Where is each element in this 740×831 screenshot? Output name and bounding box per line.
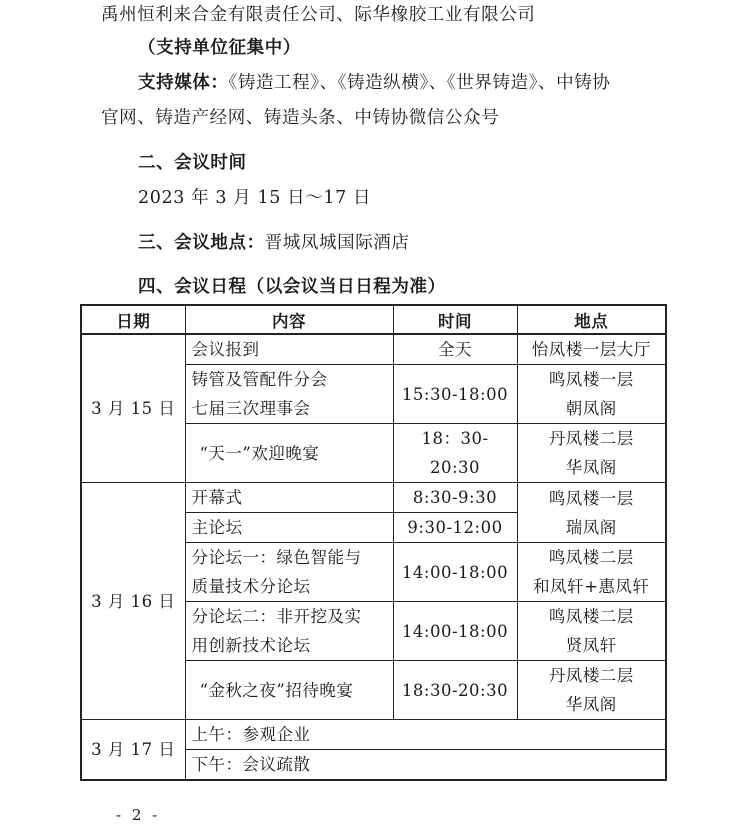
place-cell (517, 602, 666, 661)
location-label: 三、会议地点： (138, 233, 265, 253)
content-cell (185, 365, 393, 424)
place-line: 丹凤楼二层 (548, 666, 634, 685)
content-line: 用创新技术论坛 (191, 636, 311, 655)
place-line: 和凤轩+惠凤轩 (533, 577, 650, 596)
media-label: 支持媒体： (138, 73, 229, 93)
time-value: 2023 年 3 月 15 日～17 日 (138, 188, 372, 208)
media-list-part-1: 《铸造工程》、《铸造纵横》、《世界铸造》、中铸协 (228, 73, 611, 93)
content-cell (185, 602, 393, 661)
date-cell: 3 月 17 日 (81, 720, 185, 781)
time-cell: 9:30-12:00 (393, 513, 517, 543)
content-cell: 下午：会议疏散 (185, 750, 666, 781)
content-line: 质量技术分论坛 (191, 577, 311, 596)
date-cell: 3 月 15 日 (81, 334, 185, 483)
table-row (81, 483, 666, 513)
place-cell (517, 424, 666, 483)
place-line: 朝凤阁 (565, 399, 617, 418)
place-line: 鸣凤楼一层 (548, 488, 634, 508)
header-date: 日期 (81, 305, 185, 334)
place-line: 鸣凤楼二层 (548, 548, 634, 567)
header-time: 时间 (393, 305, 517, 334)
header-place: 地点 (517, 305, 666, 334)
place-line: 鸣凤楼一层 (548, 370, 634, 389)
content-cell: “天一”欢迎晚宴 (185, 424, 393, 483)
date-cell: 3 月 16 日 (81, 483, 185, 720)
time-cell: 18:30-20:30 (393, 661, 517, 720)
place-line: 鸣凤楼二层 (548, 607, 634, 626)
table-row (81, 720, 666, 750)
content-line: 铸管及管配件分会 (191, 370, 328, 389)
companies-line: 禹州恒利来合金有限责任公司、际华橡胶工业有限公司 (101, 5, 536, 25)
place-cell (517, 365, 666, 424)
time-heading: 二、会议时间 (138, 153, 247, 173)
content-line: 分论坛一：绿色智能与 (191, 548, 362, 567)
place-cell (517, 661, 666, 720)
place-line: 丹凤楼二层 (548, 429, 634, 448)
media-line-1 (138, 72, 610, 94)
schedule-table (80, 304, 667, 781)
media-line-2: 官网、铸造产经网、铸造头条、中铸协微信公众号 (101, 108, 500, 128)
table-header-row (81, 305, 666, 334)
time-cell: 14:00-18:00 (393, 543, 517, 602)
location-line (138, 232, 410, 254)
time-cell: 18：30-20:30 (393, 424, 517, 483)
content-cell: 上午：参观企业 (185, 720, 666, 750)
place-line: 华凤阁 (565, 695, 617, 714)
content-cell: 会议报到 (185, 334, 393, 365)
place-cell (517, 543, 666, 602)
header-content: 内容 (185, 305, 393, 334)
location-value: 晋城凤城国际酒店 (264, 233, 410, 253)
time-cell: 15:30-18:00 (393, 365, 517, 424)
time-cell: 全天 (393, 334, 517, 365)
place-cell: 怡凤楼一层大厅 (517, 334, 666, 365)
content-line: 七届三次理事会 (191, 399, 311, 418)
content-cell: 开幕式 (185, 483, 393, 513)
place-cell (517, 483, 666, 543)
place-line: 瑞凤阁 (565, 517, 617, 537)
content-line: 分论坛二：非开挖及实 (191, 607, 362, 626)
support-units-note: （支持单位征集中） (138, 38, 301, 58)
content-cell: “金秋之夜”招待晚宴 (185, 661, 393, 720)
table-row (81, 334, 666, 365)
time-cell: 14:00-18:00 (393, 602, 517, 661)
time-cell: 8:30-9:30 (393, 483, 517, 513)
schedule-heading: 四、会议日程（以会议当日日程为准） (138, 277, 446, 297)
content-cell (185, 543, 393, 602)
place-line: 华凤阁 (565, 458, 617, 477)
page-number: - 2 - (116, 806, 161, 824)
content-cell: 主论坛 (185, 513, 393, 543)
place-line: 贤凤轩 (565, 636, 617, 655)
